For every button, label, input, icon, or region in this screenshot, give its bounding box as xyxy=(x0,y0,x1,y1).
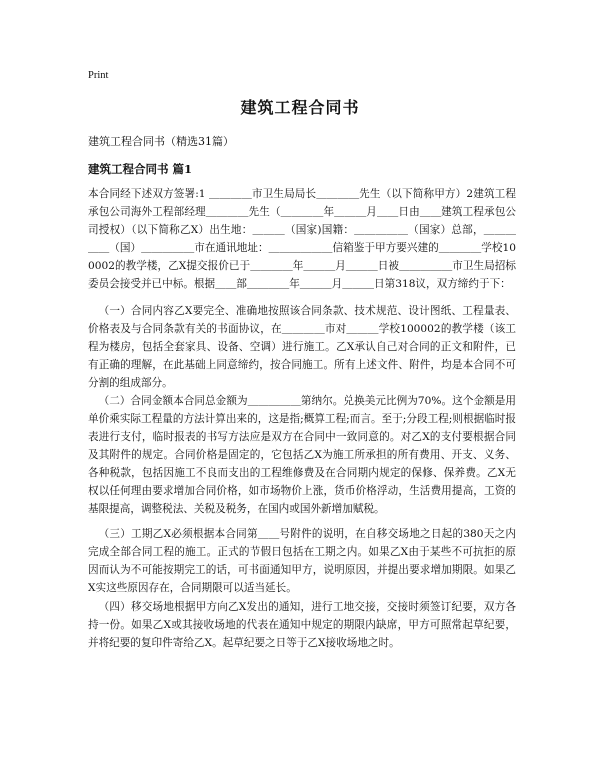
paragraph-contract-amount: （二）合同金额本合同总金额为＿＿＿＿＿第纳尔。兑换美元比例为70%。这个金额是用单价乘实际工程量的方法计算出来的，这是指;概算工程;而言。至于;分段工程;则根据临时报表进行支付，临时报表的书写方法应是双方在合同中一致同意的。对乙X的支付要根据合同及其附件的规定。合同价格是固定的，它包括乙X为施工所承担的所有费用、开支、义务、各种税款，包括因施工不良而支出的工程维修费及在合同期内规定的保修、保养费。乙X无权以任何理由要求增加合同价格，如市场物价上涨，货币价格浮动，生活费用提高，工资的基限提高，调整税法、关税及税务，在国内或国外新增加赋税。 xyxy=(88,395,516,515)
paragraph-duration: （三）工期乙X必须根据本合同第＿＿号附件的说明，在自移交场地之日起的380天之内完成全部合同工程的施工。正式的节假日包括在工期之内。如果乙X由于某些不可抗拒的原因而认为不可能按期完工的话，可书面通知甲方，说明原因，并提出要求增加期限。如果乙X实这些原因存在，合同期限可以适当延长。 xyxy=(88,528,516,594)
print-label: Print xyxy=(88,70,109,81)
document-subtitle: 建筑工程合同书（精选31篇） xyxy=(88,135,234,148)
section-heading: 建筑工程合同书 篇1 xyxy=(88,162,193,176)
paragraph-contract-content: （一）合同内容乙X要完全、准确地按照该合同条款、技术规范、设计图纸、工程量表、价格表及与合同条款有关的书面协议，在＿＿＿＿市对＿＿＿学校100002的教学楼（该工程为楼房，包括全套家具、设备、空调）进行施工。乙X承认自己对合同的正文和附件，已有正确的理解，在此基础上同意缔约，按合同施工。所有上述文件、附件，均是本合同不可分割的组成部分。 xyxy=(88,305,516,389)
page-title: 建筑工程合同书 xyxy=(240,98,360,117)
paragraph-intro: 本合同经下述双方签署:1 ＿＿＿＿市卫生局局长＿＿＿＿先生（以下简称甲方）2建筑工程承包公司海外工程部经理＿＿＿＿先生（＿＿＿＿年＿＿＿月＿＿日由＿＿建筑工程承包公司授权）（以下简称乙X）出生地：＿＿＿（国家)国籍：＿＿＿＿＿（国家）总部，＿＿＿＿＿（国）＿＿＿＿＿市在通讯地址：＿＿＿＿＿＿信箱鉴于甲方要兴建的＿＿＿＿学校100002的教学楼，乙X提交报价已于＿＿＿＿年＿＿＿月＿＿＿日被＿＿＿＿＿市卫生局招标委员会接受并已中标。根据＿＿部＿＿＿＿年＿＿＿月＿＿＿日第318议，双方缔约于下： xyxy=(88,188,516,290)
paragraph-site-handover: （四）移交场地根据甲方向乙X发出的通知，进行工地交接，交接时须签订纪要，双方各持一份。如果乙X或其接收场地的代表在通知中规定的期限内缺席，甲方可照常起草纪要，并将纪要的复印件寄给乙X。起草纪要之日等于乙X接收场地之时。 xyxy=(88,601,516,649)
